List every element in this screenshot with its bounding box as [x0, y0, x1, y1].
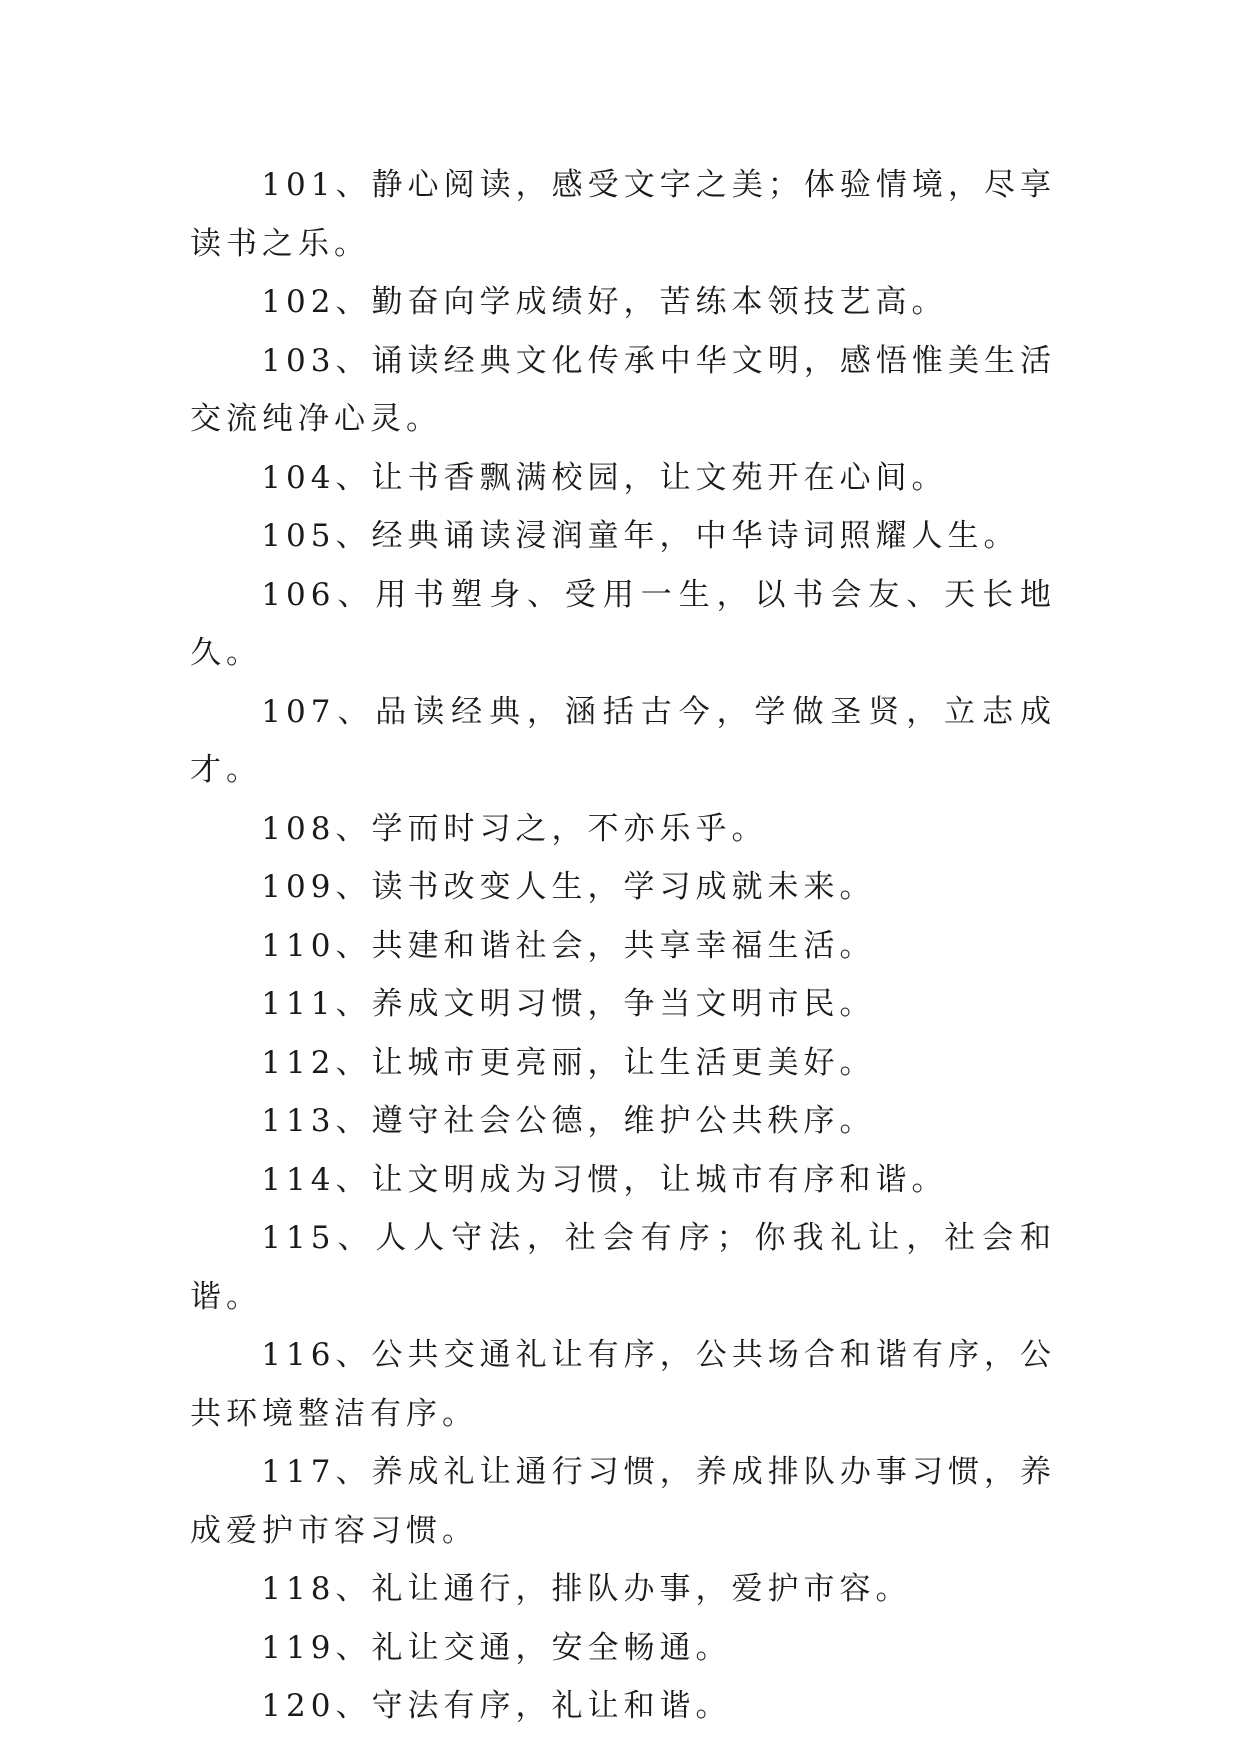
slogan-116: 116、公共交通礼让有序，公共场合和谐有序，公共环境整洁有序。	[190, 1337, 1056, 1432]
slogan-117: 117、养成礼让通行习惯，养成排队办事习惯，养成爱护市容习惯。	[190, 1454, 1056, 1549]
slogan-104: 104、让书香飘满校园，让文苑开在心间。	[261, 459, 948, 496]
slogan-111: 111、养成文明习惯，争当文明市民。	[261, 986, 876, 1022]
slogan-120: 120、守法有序，礼让和谐。	[261, 1688, 732, 1724]
slogan-118: 118、礼让通行，排队办事，爱护市容。	[261, 1571, 912, 1607]
slogan-107: 107、品读经典，涵括古今，学做圣贤，立志成才。	[190, 693, 1056, 788]
document-body	[190, 156, 1056, 1736]
slogan-110: 110、共建和谐社会，共享幸福生活。	[261, 927, 876, 964]
slogan-114: 114、让文明成为习惯，让城市有序和谐。	[261, 1161, 948, 1198]
slogan-109: 109、读书改变人生，学习成就未来。	[261, 869, 876, 905]
slogan-113: 113、遵守社会公德，维护公共秩序。	[261, 1103, 876, 1139]
slogan-105: 105、经典诵读浸润童年，中华诗词照耀人生。	[261, 518, 1020, 554]
slogan-103: 103、诵读经典文化传承中华文明，感悟惟美生活交流纯净心灵。	[190, 342, 1056, 437]
slogan-108: 108、学而时习之，不亦乐乎。	[261, 810, 768, 847]
slogan-115: 115、人人守法，社会有序；你我礼让，社会和谐。	[190, 1220, 1056, 1315]
slogan-101: 101、静心阅读，感受文字之美；体验情境，尽享读书之乐。	[190, 167, 1056, 262]
slogan-112: 112、让城市更亮丽，让生活更美好。	[261, 1044, 876, 1081]
slogan-102: 102、勤奋向学成绩好，苦练本领技艺高。	[261, 284, 948, 320]
slogan-106: 106、用书塑身、受用一生，以书会友、天长地久。	[190, 576, 1056, 671]
slogan-119: 119、礼让交通，安全畅通。	[261, 1629, 732, 1666]
